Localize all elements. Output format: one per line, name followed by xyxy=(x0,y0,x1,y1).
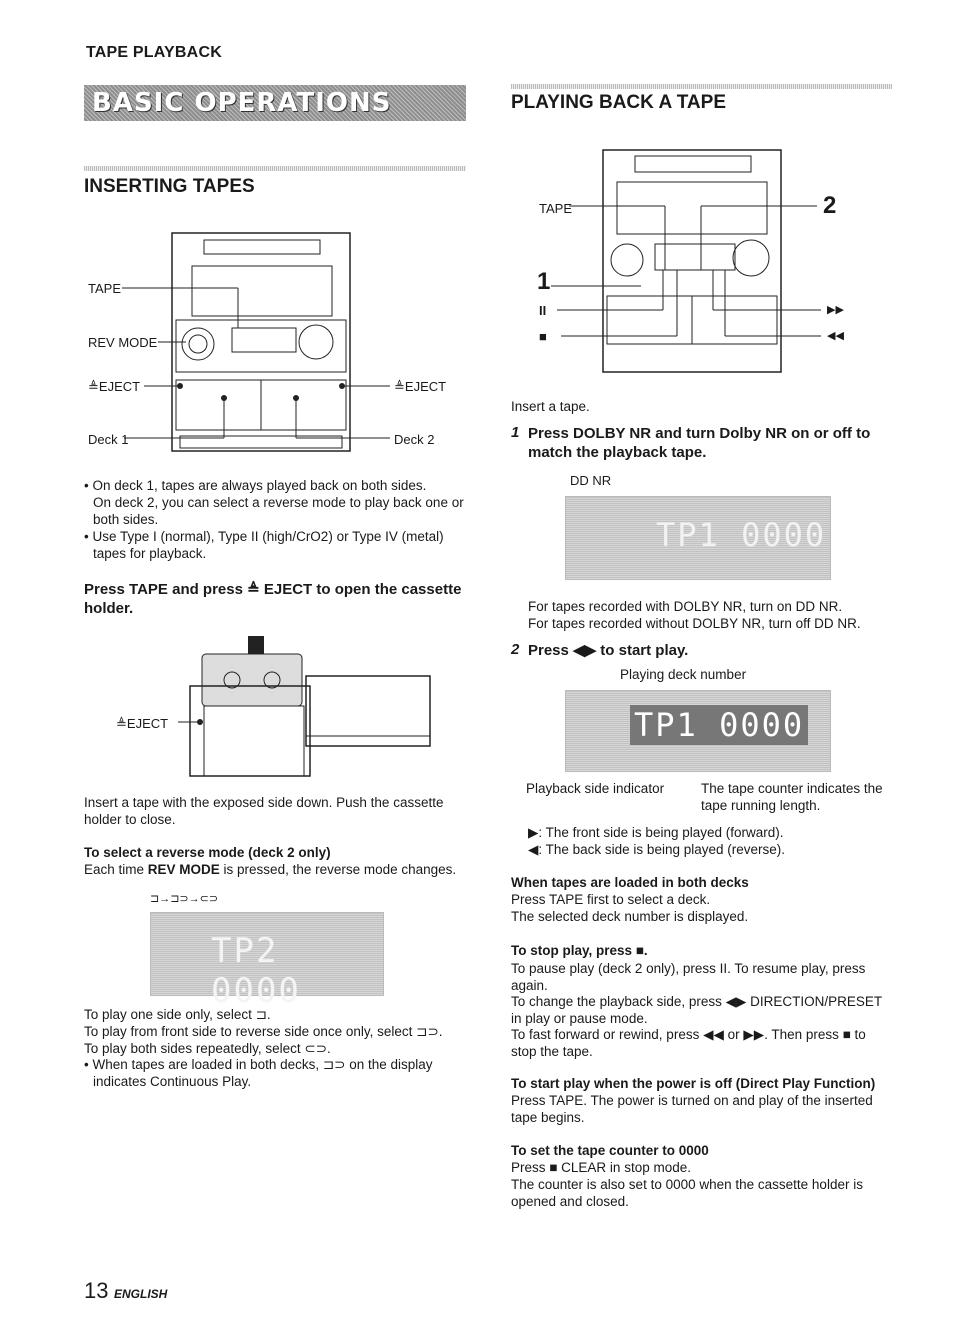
display-dolby xyxy=(565,496,831,580)
step1-number: 1 xyxy=(511,424,520,441)
dolby-off-note: For tapes recorded without DOLBY NR, turn off DD NR. xyxy=(528,616,861,631)
bullet-tape-types: • Use Type I (normal), Type II (high/CrO2) or Type IV (metal) tapes for playback. xyxy=(84,529,444,561)
reverse-text xyxy=(84,861,468,878)
mode-cycle: ⊐→⊐⊃→⊂⊃ xyxy=(150,893,219,905)
insert-instructions: Insert a tape with the exposed side down. Push the cassette holder to close. xyxy=(84,795,444,827)
tape-label: TAPE xyxy=(88,281,121,296)
step1-text: Press DOLBY NR and turn Dolby NR on or off to match the playback tape. xyxy=(528,425,871,461)
eject-right-label: ≜EJECT xyxy=(394,379,447,394)
play-symbol: ▶▶ xyxy=(827,304,844,316)
page-number: 13 xyxy=(84,1278,109,1303)
step2-callout: 2 xyxy=(823,192,837,219)
deck1-label: Deck 1 xyxy=(88,432,129,447)
both-decks-b: The selected deck number is displayed. xyxy=(511,909,749,924)
display-playing xyxy=(565,690,831,772)
tape-label: TAPE xyxy=(539,201,572,216)
step2-number: 2 xyxy=(511,641,520,658)
press-tape-eject: Press TAPE and press ≜ EJECT to open the cassette holder. xyxy=(84,581,462,617)
change-side-text: To change the playback side, press ◀▶ DIRECTION/PRESET in play or pause mode. xyxy=(511,994,882,1026)
display-deck2 xyxy=(150,912,384,1011)
language-label: ENGLISH xyxy=(114,1287,168,1301)
play-front-reverse: To play from front side to reverse side once only, select ⊐⊃. xyxy=(84,1024,443,1039)
playback-diagram xyxy=(511,146,892,378)
pause-text: To pause play (deck 2 only), press II. To resume play, press again. xyxy=(511,961,866,993)
reverse-text-c: is pressed, the reverse mode changes. xyxy=(219,862,457,877)
counter-title: To set the tape counter to 0000 xyxy=(511,1143,709,1158)
playing-deck-label: Playing deck number xyxy=(620,667,747,682)
rewind-symbol: ◀◀ xyxy=(827,330,844,342)
stop-title: To stop play, press ■. xyxy=(511,943,648,958)
pause-symbol: II xyxy=(539,303,547,318)
title-banner xyxy=(84,85,466,121)
reverse-text-a: Each time xyxy=(84,862,148,877)
cassette-diagram xyxy=(116,636,440,781)
display-text: TP2 0000 xyxy=(211,931,301,1011)
nr-label: DD NR xyxy=(570,473,612,488)
forward-note: ▶: The front side is being played (forward). xyxy=(528,825,784,840)
divider xyxy=(511,84,892,89)
divider xyxy=(84,166,466,171)
continuous-play-note: • When tapes are loaded in both decks, ⊐⊃ on the display indicates Continuous Play. xyxy=(84,1057,433,1089)
direct-play-text: Press TAPE. The power is turned on and play of the inserted tape begins. xyxy=(511,1093,873,1125)
deck2-label: Deck 2 xyxy=(394,432,435,447)
rev-mode-ref: REV MODE xyxy=(147,862,220,877)
stereo-diagram xyxy=(84,228,466,458)
section-label: TAPE PLAYBACK xyxy=(86,44,222,61)
rev-mode-label: REV MODE xyxy=(88,335,158,350)
playing-title: PLAYING BACK A TAPE xyxy=(511,92,727,113)
eject-left-label: ≜EJECT xyxy=(88,379,141,394)
display-text: TP1 0000 xyxy=(630,705,808,745)
reverse-note: ◀: The back side is being played (reverse). xyxy=(528,842,786,857)
insert-tape: Insert a tape. xyxy=(511,399,590,414)
step2-text: Press ◀▶ to start play. xyxy=(528,642,689,659)
inserting-title: INSERTING TAPES xyxy=(84,176,255,197)
both-decks-a: Press TAPE first to select a deck. xyxy=(511,892,711,907)
playback-side-label: Playback side indicator xyxy=(526,781,665,796)
counter-label: The tape counter indicates the tape running length. xyxy=(701,781,883,813)
counter-clear-text: Press ■ CLEAR in stop mode. xyxy=(511,1160,691,1175)
play-one-side: To play one side only, select ⊐. xyxy=(84,1007,271,1022)
play-both: To play both sides repeatedly, select ⊂⊃. xyxy=(84,1041,331,1056)
eject-label: ≜EJECT xyxy=(116,716,169,731)
banner-text: BASIC OPERATIONS xyxy=(92,88,392,118)
cassette-holder-drawing xyxy=(140,636,440,781)
direct-play-title: To start play when the power is off (Direct Play Function) xyxy=(511,1076,876,1091)
dolby-on-note: For tapes recorded with DOLBY NR, turn on DD NR. xyxy=(528,599,843,614)
step1-callout: 1 xyxy=(537,268,551,295)
fast-forward-text: To fast forward or rewind, press ◀◀ or ▶▶. Then press ■ to stop the tape. xyxy=(511,1027,866,1059)
display-text: TP1 0000 xyxy=(656,516,827,554)
counter-reset-note: The counter is also set to 0000 when the cassette holder is opened and closed. xyxy=(511,1177,863,1209)
bullet-deck2: On deck 2, you can select a reverse mode to play back one or both sides. xyxy=(93,495,464,527)
both-decks-title: When tapes are loaded in both decks xyxy=(511,875,749,890)
bullet-deck1: • On deck 1, tapes are always played back on both sides. xyxy=(84,478,427,493)
stop-symbol: ■ xyxy=(539,329,547,344)
reverse-title: To select a reverse mode (deck 2 only) xyxy=(84,845,331,860)
